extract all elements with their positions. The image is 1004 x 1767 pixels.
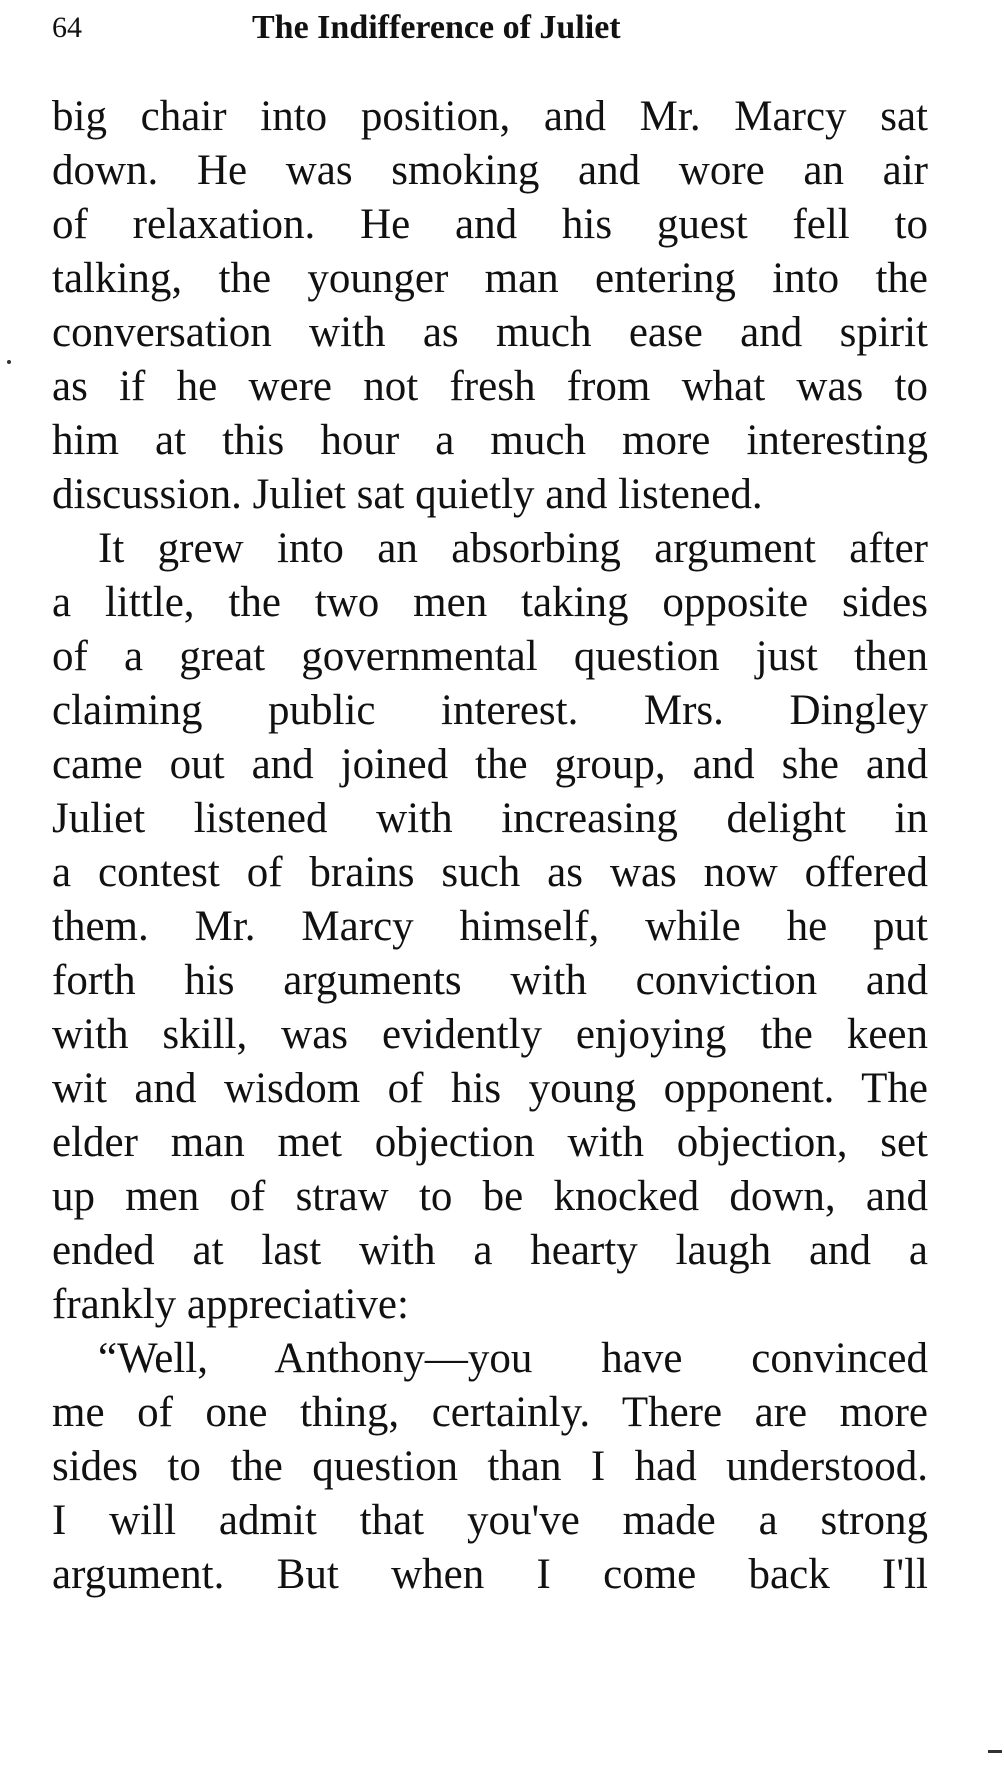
text-line: claiming public interest. Mrs. Dingley [52,687,928,734]
text-line: as if he were not fresh from what was to [52,363,928,410]
print-speck [7,360,11,364]
text-line: of relaxation. He and his guest fell to [52,201,928,248]
paragraph-start-line: “Well, Anthony—you have convinced [98,1335,928,1382]
text-line: elder man met objection with objection, set [52,1119,928,1166]
page-edge-mark [988,1750,1002,1753]
text-line: Juliet listened with increasing delight in [52,795,928,842]
text-line: ended at last with a hearty laugh and a [52,1227,928,1274]
page-number: 64 [52,11,82,44]
text-line: up men of straw to be knocked down, and [52,1173,928,1220]
text-line: sides to the question than I had understood. [52,1443,928,1490]
text-line: frankly appreciative: [52,1281,409,1328]
text-line: them. Mr. Marcy himself, while he put [52,903,928,950]
text-line: big chair into position, and Mr. Marcy sat [52,93,928,140]
text-line: talking, the younger man entering into the [52,255,928,302]
text-line: discussion. Juliet sat quietly and listened. [52,471,763,518]
text-line: conversation with as much ease and spirit [52,309,928,356]
running-title: The Indifference of Juliet [252,9,621,46]
text-line: of a great governmental question just then [52,633,928,680]
paragraph-start-line: It grew into an absorbing argument after [98,525,928,572]
text-line: wit and wisdom of his young opponent. The [52,1065,928,1112]
text-line: forth his arguments with conviction and [52,957,928,1004]
text-line: him at this hour a much more interesting [52,417,928,464]
text-line: with skill, was evidently enjoying the keen [52,1011,928,1058]
text-line: argument. But when I come back I'll [52,1551,928,1598]
text-line: came out and joined the group, and she and [52,741,928,788]
text-line: down. He was smoking and wore an air [52,147,928,194]
text-line: I will admit that you've made a strong [52,1497,928,1544]
text-line: a little, the two men taking opposite sides [52,579,928,626]
body-text [52,90,928,1602]
running-head [52,6,932,50]
text-line: a contest of brains such as was now offered [52,849,928,896]
text-line: me of one thing, certainly. There are more [52,1389,928,1436]
